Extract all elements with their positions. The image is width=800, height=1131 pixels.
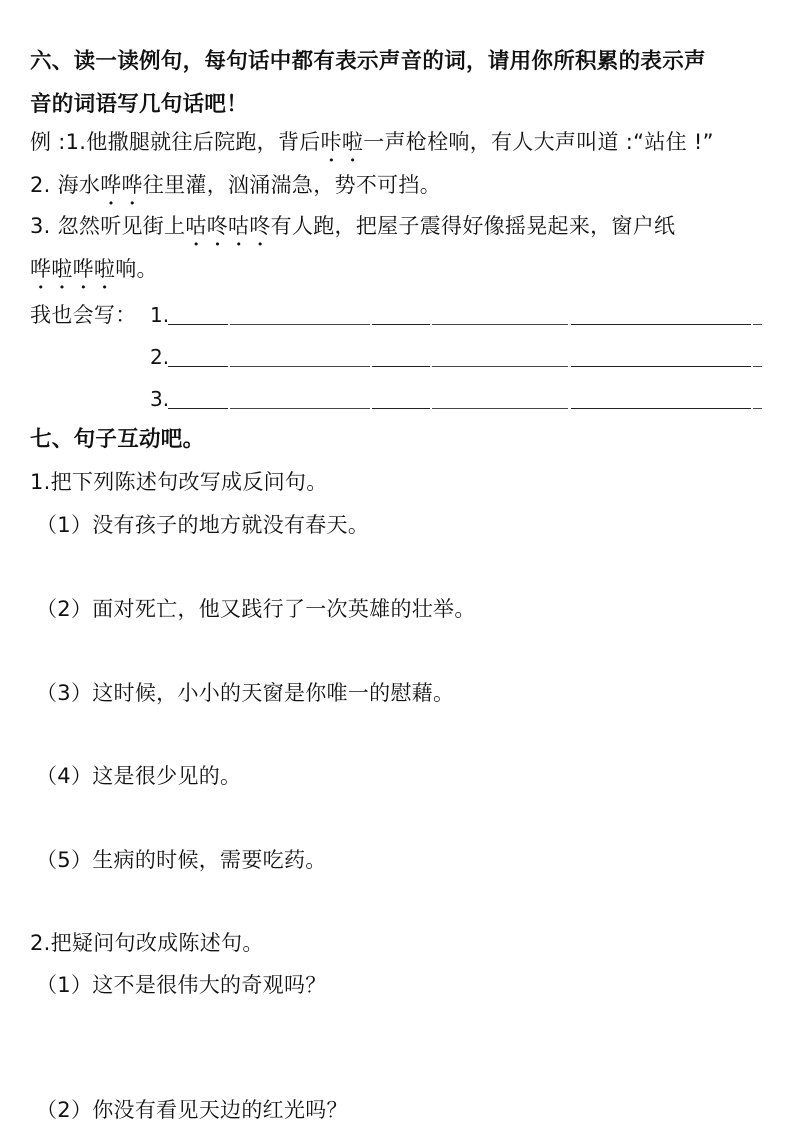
write-row-number: 3. [150,387,170,411]
example-3-continued [30,256,158,294]
write-label: 我也会写： [30,303,137,327]
statement-question-2: （2）你没有看见天边的红光吗？ [36,1098,348,1122]
example-3-cont-sound-word: 哗啦哗啦 [30,257,116,281]
answer-line [571,324,751,325]
example-3-cont-after: 响。 [115,257,158,281]
answer-line [753,324,762,325]
example-3 [30,213,675,251]
answer-line [372,366,430,367]
answer-line [230,408,370,409]
section6-title-line1: 六、读一读例句，每句话中都有表示声音的词，请用你所积累的表示声 [30,49,706,74]
statement-question-1: （1）这不是很伟大的奇观吗？ [36,973,327,997]
example-2-sound-word: 哗哗 [100,173,143,197]
answer-line [168,324,228,325]
answer-line [432,366,568,367]
section7-title: 七、句子互动吧。 [30,427,205,452]
section7-part2-instruction: 2.把疑问句改成陈述句。 [30,931,264,955]
example-1-after: 一声枪栓响，有人大声叫道 :“站住 !” [363,130,714,154]
write-row-3[interactable] [150,386,762,414]
example-2-before: 2. 海水 [30,173,101,197]
rewrite-question-3: （3）这时候，小小的天窗是你唯一的慰藉。 [36,681,455,705]
example-1-sound-word: 咔啦 [320,130,364,154]
example-3-before: 3. 忽然听见街上 [30,214,186,238]
answer-line [372,408,430,409]
answer-line [753,408,762,409]
answer-line [372,324,430,325]
write-row-1[interactable] [150,302,762,330]
example-3-after: 有人跑，把屋子震得好像摇晃起来，窗户纸 [270,214,676,238]
write-row-number: 2. [150,345,170,369]
example-1-before: 例 :1.他撒腿就往后院跑，背后 [30,130,321,154]
write-row-2[interactable] [150,344,762,372]
rewrite-question-2: （2）面对死亡，他又践行了一次英雄的壮举。 [36,597,476,621]
answer-line [571,408,751,409]
rewrite-question-1: （1）没有孩子的地方就没有春天。 [36,513,370,537]
answer-line [432,324,568,325]
rewrite-question-5: （5）生病的时候，需要吃药。 [36,848,327,872]
write-row-number: 1. [150,303,170,327]
example-2 [30,172,441,210]
section6-title-line2: 音的词语写几句话吧！ [30,92,249,117]
rewrite-question-4: （4）这是很少见的。 [36,764,242,788]
example-3-sound-word: 咕咚咕咚 [185,214,271,238]
example-1 [30,129,714,167]
answer-line [571,366,751,367]
answer-line [168,366,228,367]
example-2-after: 往里灌，汹涌湍急，势不可挡。 [142,173,442,197]
answer-line [230,324,370,325]
answer-line [432,408,568,409]
section7-part1-instruction: 1.把下列陈述句改写成反问句。 [30,470,328,494]
answer-line [168,408,228,409]
answer-line [230,366,370,367]
answer-line [753,366,762,367]
